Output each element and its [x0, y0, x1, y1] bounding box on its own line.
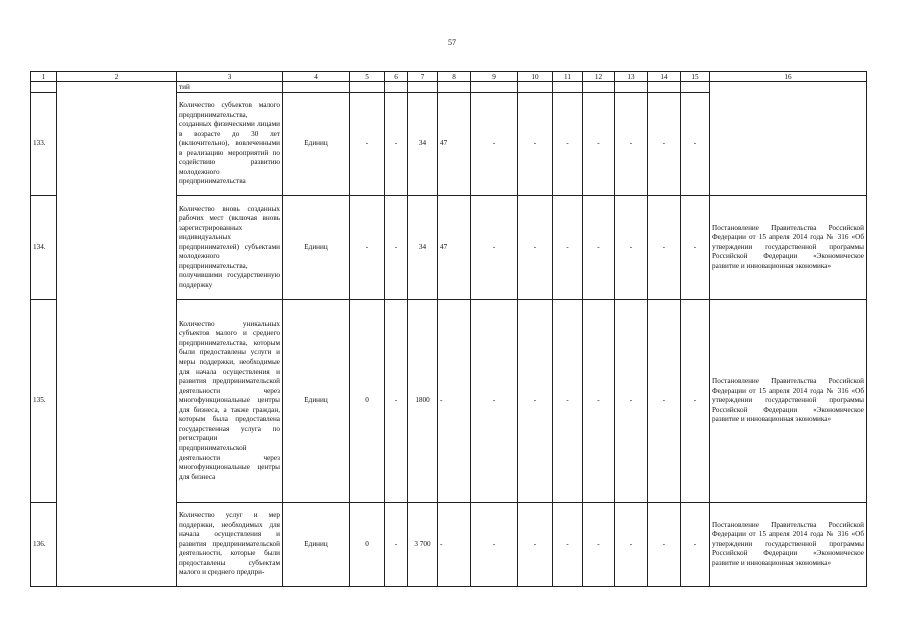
column-header: 11: [553, 72, 583, 82]
indicator-table: [30, 71, 867, 587]
value-cell: -: [681, 503, 710, 587]
value-cell: 34: [408, 93, 438, 196]
value-cell: 3 700: [408, 503, 438, 587]
value-cell: 0: [350, 300, 385, 503]
value-cell: -: [583, 196, 615, 300]
column-header: 9: [471, 72, 518, 82]
column-header: 10: [518, 72, 553, 82]
value-cell: -: [615, 196, 648, 300]
value-cell: -: [471, 196, 518, 300]
value-cell: -: [350, 93, 385, 196]
header-row: [31, 72, 867, 82]
column-header: 13: [615, 72, 648, 82]
value-cell: -: [385, 93, 408, 196]
value-cell: 0: [350, 503, 385, 587]
value-cell: -: [583, 93, 615, 196]
group-cell: [57, 82, 177, 587]
unit-cell: Единиц: [283, 196, 350, 300]
value-cell: -: [518, 93, 553, 196]
value-cell: -: [471, 503, 518, 587]
value-cell: -: [385, 503, 408, 587]
continuation-text: тий: [177, 82, 283, 93]
unit-cell: Единиц: [283, 300, 350, 503]
row-number: 135.: [31, 300, 57, 503]
value-cell: -: [615, 300, 648, 503]
row-number: 134.: [31, 196, 57, 300]
value-cell: -: [648, 196, 681, 300]
column-header: 16: [710, 72, 867, 82]
column-header: 5: [350, 72, 385, 82]
column-header: 3: [177, 72, 283, 82]
column-header: 15: [681, 72, 710, 82]
value-cell: -: [553, 300, 583, 503]
value-cell: -: [518, 300, 553, 503]
value-cell: -: [385, 196, 408, 300]
value-cell: -: [471, 93, 518, 196]
continuation-row: [31, 82, 867, 93]
value-cell: -: [648, 503, 681, 587]
column-header: 12: [583, 72, 615, 82]
indicator-text: Количество уникальных субъектов малого и среднего предпринимательства, которым были предоставлены услуги и меры поддержки, необходимые для начала осуществления и развития предпринимательской деятельности через многофункциональные центры для бизнеса, а также граждан, которым была предоставлена государственная услуга по регистрации предпринимательской деятельности через многофункциональные центры для бизнеса: [177, 300, 283, 503]
column-header: 7: [408, 72, 438, 82]
value-cell: -: [681, 93, 710, 196]
note-cell: [710, 82, 867, 196]
value-cell: -: [553, 93, 583, 196]
value-cell: 34: [408, 196, 438, 300]
value-cell: -: [648, 93, 681, 196]
value-cell: -: [438, 503, 471, 587]
note-cell: Постановление Правительства Российской Федерации от 15 апреля 2014 года № 316 «Об утверждении государственной программы Российской Федерации «Экономическое развитие и инновационная экономика»: [710, 503, 867, 587]
value-cell: -: [681, 196, 710, 300]
value-cell: 1800: [408, 300, 438, 503]
value-cell: -: [583, 503, 615, 587]
indicator-text: Количество услуг и мер поддержки, необходимых для начала осуществления и развития предпринимательской деятельности, которые были предоставлены субъектам малого и среднего предпри-: [177, 503, 283, 587]
row-number: 136.: [31, 503, 57, 587]
column-header: 14: [648, 72, 681, 82]
value-cell: -: [681, 300, 710, 503]
value-cell: -: [583, 300, 615, 503]
note-cell: Постановление Правительства Российской Федерации от 15 апреля 2014 года № 316 «Об утверждении государственной программы Российской Федерации «Экономическое развитие и инновационная экономика»: [710, 196, 867, 300]
value-cell: -: [350, 196, 385, 300]
indicator-text: Количество вновь созданных рабочих мест (включая вновь зарегистрированных индивидуальных предпринимателей) субъектами молодежного предпринимательства, получившими государственную поддержку: [177, 196, 283, 300]
column-header: 2: [57, 72, 177, 82]
column-header: 6: [385, 72, 408, 82]
note-cell: Постановление Правительства Российской Федерации от 15 апреля 2014 года № 316 «Об утверждении государственной программы Российской Федерации «Экономическое развитие и инновационная экономика»: [710, 300, 867, 503]
value-cell: -: [518, 503, 553, 587]
value-cell: -: [553, 196, 583, 300]
value-cell: -: [385, 300, 408, 503]
column-header: 1: [31, 72, 57, 82]
value-cell: 47: [438, 93, 471, 196]
value-cell: -: [518, 196, 553, 300]
value-cell: -: [615, 503, 648, 587]
value-cell: -: [615, 93, 648, 196]
value-cell: -: [553, 503, 583, 587]
unit-cell: Единиц: [283, 503, 350, 587]
value-cell: -: [438, 300, 471, 503]
value-cell: 47: [438, 196, 471, 300]
indicator-text: Количество субъектов малого предпринимательства, созданных физическими лицами в возрасте до 30 лет (включительно), вовлеченными в реализацию мероприятий по содействию развитию молодежного предпринимательства: [177, 93, 283, 196]
value-cell: -: [648, 300, 681, 503]
page-number: 57: [448, 38, 456, 47]
row-number: 133.: [31, 93, 57, 196]
column-header: 8: [438, 72, 471, 82]
column-header: 4: [283, 72, 350, 82]
unit-cell: Единиц: [283, 93, 350, 196]
value-cell: -: [471, 300, 518, 503]
